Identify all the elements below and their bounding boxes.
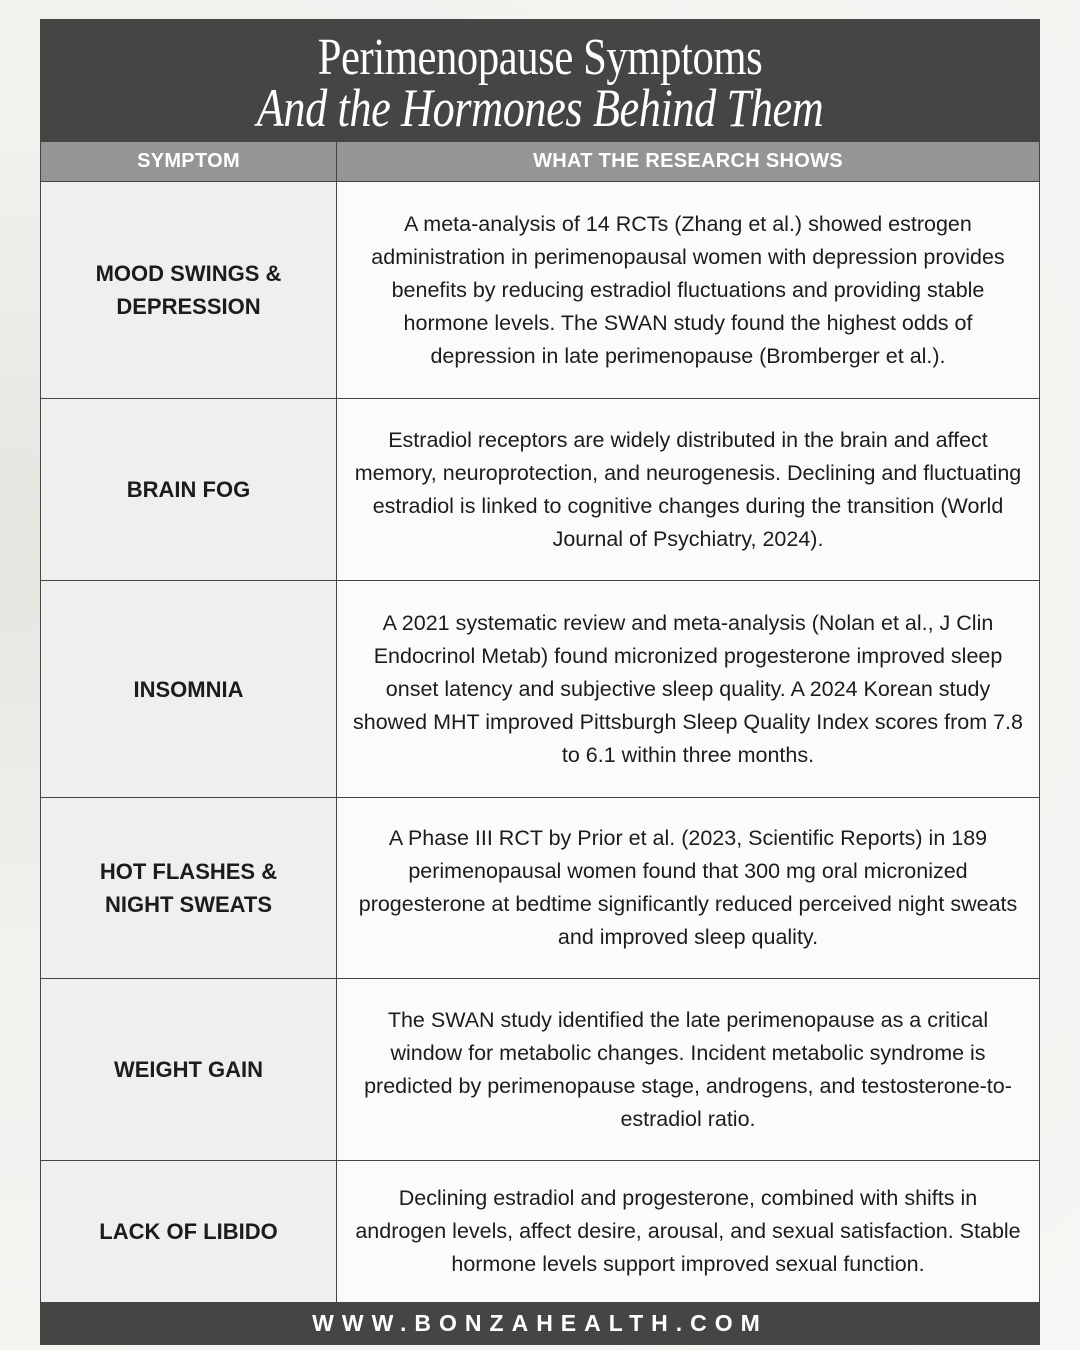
- website-url: WWW.BONZAHEALTH.COM: [41, 1302, 1039, 1344]
- table-row: [41, 1160, 1039, 1302]
- research-cell: A 2021 systematic review and meta-analysis (Nolan et al., J Clin Endocrinol Metab) found micronized progesterone improved sleep onset latency and subjective sleep quality. A 2024 Korean study showed MHT improved Pittsburgh Sleep Quality Index scores from 7.8 to 6.1 within three months.: [353, 610, 1023, 767]
- symptom-cell: HOT FLASHES & NIGHT SWEATS: [41, 798, 337, 978]
- symptom-cell: WEIGHT GAIN: [41, 979, 337, 1160]
- infographic-card: [40, 19, 1040, 1345]
- column-header-symptom: SYMPTOM: [41, 142, 337, 181]
- symptom-cell: LACK OF LIBIDO: [41, 1161, 337, 1302]
- table-row: [41, 398, 1039, 580]
- research-cell: A meta-analysis of 14 RCTs (Zhang et al.) showed estrogen administration in perimenopausal women with depression provides benefits by reducing estradiol fluctuations and providing stable hormone levels. The SWAN study found the highest odds of depression in late perimenopause (Bromberger et al.).: [371, 211, 1005, 368]
- table-row: [41, 978, 1039, 1160]
- research-cell: A Phase III RCT by Prior et al. (2023, Scientific Reports) in 189 perimenopausal women found that 300 mg oral micronized progesterone at bedtime significantly reduced perceived night sweats and improved sleep quality.: [358, 826, 1018, 949]
- table-row: [41, 797, 1039, 978]
- symptom-cell: INSOMNIA: [41, 581, 337, 797]
- page-subtitle: And the Hormones Behind Them: [256, 78, 824, 138]
- research-cell: The SWAN study identified the late perimenopause as a critical window for metabolic changes. Incident metabolic syndrome is predicted by perimenopause stage, androgens, and testosterone-to-estradiol ratio.: [364, 1007, 1012, 1131]
- column-header-research: WHAT THE RESEARCH SHOWS: [337, 142, 1039, 181]
- title-banner: [41, 20, 1039, 142]
- symptom-cell: MOOD SWINGS & DEPRESSION: [41, 182, 337, 398]
- research-cell: Declining estradiol and progesterone, combined with shifts in androgen levels, affect desire, arousal, and sexual satisfaction. Stable hormone levels support improved sexual function.: [355, 1186, 1021, 1276]
- symptom-cell: BRAIN FOG: [41, 399, 337, 580]
- research-cell: Estradiol receptors are widely distributed in the brain and affect memory, neuroprotection, and neurogenesis. Declining and fluctuating estradiol is linked to cognitive changes during the transition (World Journal of Psychiatry, 2024).: [354, 427, 1022, 551]
- page-title: Perimenopause Symptoms: [317, 29, 763, 86]
- table-row: [41, 181, 1039, 398]
- table-row: [41, 580, 1039, 797]
